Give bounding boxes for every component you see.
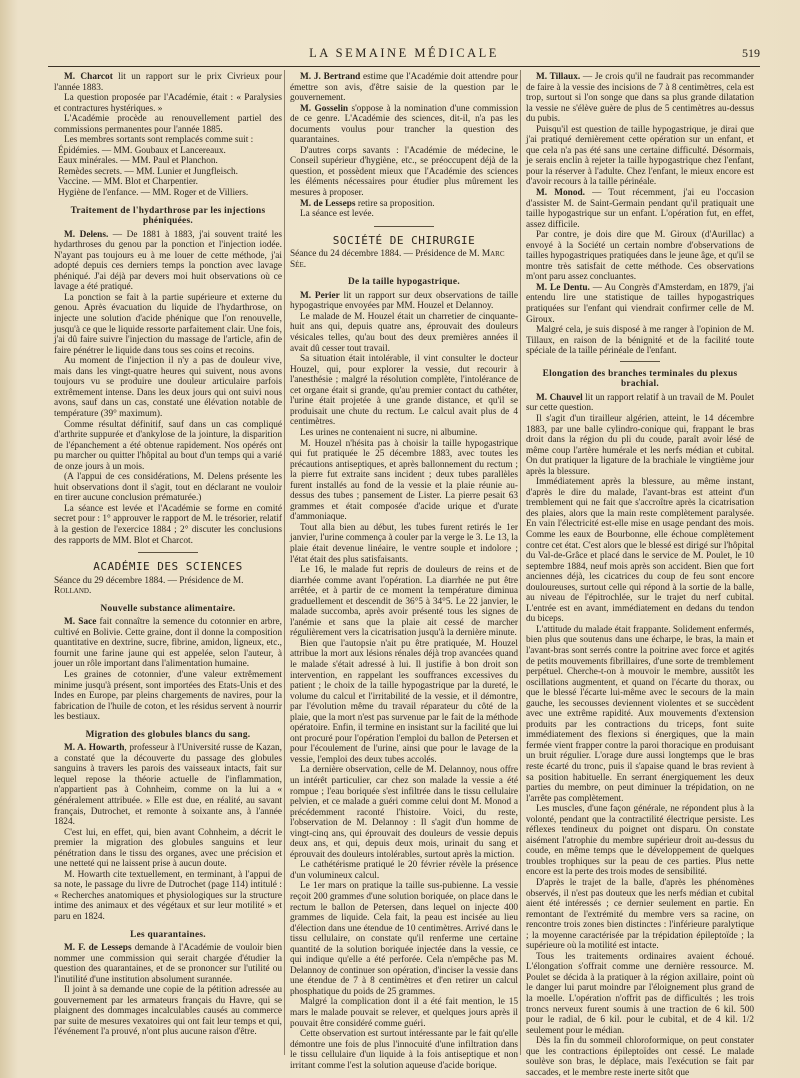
body-paragraph: Malgré cela, je suis disposé à me ranger à l'opinion de M. Tillaux, en raison de la bénignité et de la facilité toute spéciale de la taille périnéale de l'enfant.: [526, 325, 754, 357]
gosselin-paragraph: M. Gosselin s'oppose à la nomination d'une commission de ce genre. L'Académie des sciences, dit-il, n'a pas les documents voulus pour trancher la question des quarantaines.: [290, 103, 518, 146]
body-paragraph: Malgré la complication dont il a été fait mention, le 15 mars le malade pouvait se relever, et quelques jours après il pouvait être considéré comme guéri.: [290, 997, 518, 1029]
body-paragraph: Tous les traitements ordinaires avaient échoué. L'élongation s'offrait comme une dernière ressource. M. Poulet se décida à la pratiquer à la région axillaire, point où le danger lui parut moindre par l'éloignement plus grand de la moelle. L'opération n'offrit pas de difficultés ; les trois troncs nerveux furent soumis à une traction de 6 kil. 500 pour le radial, de 6 kil. pour le cubital, et de 4 kil. 1/2 seulement pour le médian.: [526, 951, 754, 1036]
body-paragraph: Le cathétérisme pratiqué le 20 février révèle la présence d'un volumineux calcul.: [290, 860, 518, 881]
monod-paragraph: M. Monod. — Tout récemment, j'ai eu l'occasion d'assister M. de Saint-Germain pendant qu'il pratiquait une taille hypogastrique sur un enfant. L'opération fut, en effet, assez difficile.: [526, 188, 754, 230]
column-2: [290, 72, 518, 1071]
body-paragraph: (A l'appui de ces considérations, M. Delens présente les huit observations dont il s'agit, tout en déclarant ne vouloir en tirer aucune conclusion prématurée.): [54, 472, 282, 504]
body-paragraph: La séance est levée et l'Académie se forme en comité secret pour : 1° approuver le rapport de M. le trésorier, relatif à la gestion de l'exercice 1884 ; 2° discuter les conclusions des rapports de MM. Blot et Charcot.: [54, 503, 282, 546]
bertrand-paragraph: M. J. Bertrand estime que l'Académie doit attendre pour émettre son avis, d'être saisie de la question par le gouvernement.: [290, 72, 518, 104]
body-paragraph: C'est lui, en effet, qui, bien avant Cohnheim, a décrit le premier la migration des globules sanguins et leur pénétration dans le tissu des organes, avec une précision et une netteté qui ne laissent prise à aucun doute.: [54, 827, 282, 870]
header-rule: [48, 66, 760, 67]
body-paragraph: L'attitude du malade était frappante. Solidement enfermés, bien plus que soutenus dans une écharpe, le bras, la main et l'avant-bras sont serrés contre la poitrine avec force et agités de petits mouvements fibrillaires, d'une sorte de tremblement perpétuel. Cherche-t-on à mouvoir le membre, aussitôt les oscillations augmentent, et quand on l'écarte du thorax, ou que le blessé l'écarte lui-même avec le secours de la main gauche, les secousses deviennent violentes et se succèdent avec une extrême rapidité. Aux mouvements d'extension produits par les contractions du triceps, font suite immédiatement des flexions si énergiques, que la main fermée vient frapper contre la paroi thoracique en produisant un bruit régulier. L'orage dure aussi longtemps que le bras reste écarté du tronc, puis il s'apaise quand le bras revient à sa position habituelle. En serrant énergiquement les deux parties du membre, on peut diminuer la trépidation, on ne l'arrête pas complètement.: [526, 624, 754, 804]
column-3: [526, 72, 754, 1078]
body-paragraph: Le 1er mars on pratique la taille sus-pubienne. La vessie reçoit 200 grammes d'une solution boriquée, on place dans le rectum le ballon de Petersen, dans lequel on injecte 400 grammes de liquide. Cela fait, la peau est incisée au lieu d'élection dans une étendue de 10 centimètres. Arrivé dans le tissu cellulaire, on constate qu'il renferme une certaine quantité de la solution boriquée injectée dans la vessie, ce qui indique qu'elle a été perforée. Cela n'empêche pas M. Delannoy de continuer son opération, d'inciser la vessie dans une étendue de 7 à 8 centimètres et d'en retirer un calcul phosphatique du poids de 25 grammes.: [290, 881, 518, 997]
lesseps-paragraph: M. de Lesseps retire sa proposition.: [300, 198, 435, 209]
commissions-list: [54, 146, 282, 199]
body-paragraph: Les urines ne contenaient ni sucre, ni albumine.: [300, 427, 478, 438]
separator: [620, 361, 660, 362]
commission-item: Remèdes secrets. — MM. Lunier et Jungfleisch.: [58, 166, 238, 177]
column-divider-1: [284, 70, 285, 1055]
body-paragraph: Le 16, le malade fut repris de douleurs de reins et de diarrhée comme avant l'opération. La diarrhée ne put être arrêtée, et à partir de ce moment la température diminua graduellement et descendit de 36°5 à 34°5. Le 22 janvier, le malade succomba, après avoir présenté tous les signes de l'anémie et sans que la plaie ait cessé de marcher régulièrement vers la cicatrisation jusqu'à la dernière minute.: [290, 565, 518, 639]
perier-paragraph: M. Perier lit un rapport sur deux observations de taille hypogastrique envoyées par MM. Houzel et Delannoy.: [290, 290, 518, 312]
body-paragraph: M. Howarth cite textuellement, en terminant, à l'appui de sa note, le passage du livre de Dutrochet (page 114) intitulé : « Recherches anatomiques et physiologiques sur la structure intime des animaux et des végétaux et sur leur motilité » et paru en 1824.: [54, 869, 282, 923]
commission-item: Hygiène de l'enfance. — MM. Roger et de Villiers.: [58, 188, 249, 199]
body-paragraph: D'autres corps savants : l'Académie de médecine, le Conseil supérieur d'hygiène, etc., se préoccupent déjà de la question, et possèdent mieux que l'Académie des sciences les éléments nécessaires pour étudier plus mûrement les mesures à proposer.: [290, 145, 518, 199]
body-paragraph: Immédiatement après la blessure, au même instant, d'après le dire du malade, l'avant-bras est atteint d'un tremblement qui ne fait que s'accroître après la cicatrisation des plaies, alors que la main reste complètement paralysée. En vain l'électricité est-elle mise en usage pendant des mois. Comme les eaux de Bourbonne, elle échoue complètement contre cet état. C'est alors que le blessé est dirigé sur l'hôpital du Val-de-Grâce et placé dans le service de M. Poulet, le 10 septembre 1884, neuf mois après son accident. Bien que fort anciennes déjà, les cicatrices du coup de feu sont encore douloureuses, surtout celle qui répond à la sortie de la balle, au niveau de l'épitrochlée, sur le trajet du nerf cubital. L'entrée est en avant, immédiatement en dedans du tendon du biceps.: [526, 477, 754, 625]
body-paragraph: Sa situation était intolérable, il vint consulter le docteur Houzel, qui, pour explorer la vessie, dut recourir à l'anesthésie ; malgré la résolution complète, l'intolérance de cet organe était si grande, qu'au premier contact du cathéter, l'urine était projetée à une grande distance, et qu'il se produisait une chute du rectum. Le calcul avait plus de 4 centimètres.: [290, 354, 518, 428]
article-heading: De la taille hypogastrique.: [348, 277, 460, 288]
separator: [138, 552, 198, 553]
journal-title: LA SEMAINE MÉDICALE: [309, 46, 499, 60]
body-paragraph: Cette observation est surtout intéressante par le fait qu'elle démontre une fois de plus l'innocuité d'une infiltration dans le tissu cellulaire d'un liquide à la fois antiseptique et non irritant comme l'est la solution aqueuse d'acide borique.: [290, 1029, 518, 1071]
charcot-paragraph: M. Charcot lit un rapport sur le prix Civrieux pour l'année 1883.: [54, 72, 282, 93]
commissions-paragraph: L'Académie procède au renouvellement partiel des commissions permanentes pour l'année 1885.: [54, 114, 282, 135]
seance-line: Séance du 29 décembre 1884. — Présidence de M. Rolland.: [54, 575, 244, 597]
sace-paragraph: M. Sace fait connaître la semence du cotonnier en arbre, cultivé en Bolivie. Cette graine, dont il donne la composition quantitative en dextrine, sucre, fibrine, amidon, ligneux, etc., fournit une farine jaune qui est appelée, selon l'auteur, à jouer un rôle important dans l'alimentation humaine.: [54, 617, 282, 670]
body-paragraph: La séance est levée.: [300, 209, 374, 220]
body-paragraph: Par contre, je dois dire que M. Giroux (d'Aurillac) a envoyé à la Société un certain nombre d'observations de tailles hypogastriques pratiquées dans le jeune âge, et qu'il se montre très satisfait de cette méthode. Ces observations m'ont paru assez concluantes.: [526, 230, 754, 283]
article-heading: Traitement de l'hydarthrose par les injections phéniquées.: [70, 205, 266, 227]
tillaux-paragraph: M. Tillaux. — Je crois qu'il ne faudrait pas recommander de faire à la vessie des incisions de 7 à 8 centimètres, cela est trop, surtout si l'on songe que dans sa plus grande dilatation la vessie ne s'élève guère de plus de 5 centimètres au-dessus du pubis.: [526, 72, 754, 125]
prize-question: La question proposée par l'Académie, était : « Paralysies et contractures hystériques. »: [54, 93, 282, 114]
howarth-paragraph: M. A. Howarth, professeur à l'Université russe de Kazan, a constaté que la découverte du passage des globules sanguins à travers les parois des vaisseaux intacts, fait sur lequel repose la théorie actuelle de l'inflammation, n'appartient pas à Cohnheim, comme on la lui a « généralement attribuée. » Elle est due, en réalité, au savant français, Dutrochet, et remonte à soixante ans, à l'année 1824.: [54, 743, 282, 828]
section-title: SOCIÉTÉ DE CHIRURGIE: [332, 233, 476, 247]
body-paragraph: Le malade de M. Houzel était un charretier de cinquante-huit ans qui, depuis quatre ans, éprouvait des douleurs vésicales telles, qu'au bout des deux premières années il avait dû cesser tout travail.: [290, 311, 518, 354]
section-title: ACADÉMIE DES SCIENCES: [93, 560, 243, 574]
separator: [374, 226, 434, 227]
body-paragraph: Dès la fin du sommeil chloroformique, on peut constater que les contractions épileptoïdes ont cessé. Le malade soulève son bras, le déplace, mais l'exécution se fait par saccades, et le membre reste inerte sitôt que: [526, 1036, 754, 1078]
body-paragraph: Bien que l'autopsie n'ait pu être pratiquée, M. Houzel attribue la mort aux lésions rénales déjà trop avancées quand le malade s'était adressé à lui. Il justifie à bon droit son intervention, en rappelant les souffrances excessives du patient ; le choix de la taille hypogastrique par la dureté, le volume du calcul et l'irritabilité de la vessie, et il démontre, par l'évolution même du travail réparateur du côté de la plaie, que la mort n'est pas survenue par le fait de la méthode opératoire. Enfin, il termine en insistant sur la facilité que lui ont procuré pour l'opération l'emploi du ballon de Petersen et pour l'écoulement de l'urine, ainsi que pour le lavage de la vessie, l'emploi des deux tubes accolés.: [290, 638, 518, 765]
lesseps-paragraph: M. F. de Lesseps demande à l'Académie de vouloir bien nommer une commission qui serait chargée d'étudier la question des quarantaines, et de se prononcer sur l'utilité ou l'inutilité d'une institution absolument surannée.: [54, 943, 282, 985]
article-heading: Nouvelle substance alimentaire.: [100, 603, 236, 614]
article-heading: Elongation des branches terminales du plexus brachial.: [542, 368, 738, 390]
commission-item: Vaccine. — MM. Blot et Charpentier.: [58, 177, 198, 188]
page-number: 519: [742, 46, 760, 60]
commissions-lead: Les membres sortants sont remplacés comme suit :: [64, 135, 254, 146]
body-paragraph: Les muscles, d'une façon générale, ne répondent plus à la volonté, pendant que la contractilité électrique persiste. Les réflexes tendineux du poignet ont disparu. On constate aisément l'atrophie du membre supérieur droit au-dessus du coude, en même temps que le développement de quelques troubles trophiques sur la peau de ces parties. Plus nette encore est la perte des trois modes de sensibilité.: [526, 804, 754, 878]
body-paragraph: Puisqu'il est question de taille hypogastrique, je dirai que j'ai pratiqué dernièrement cette opération sur un enfant, et que cela n'a pas été sans une certaine difficulté. Désormais, je serais enclin à rejeter la taille hypogastrique chez l'enfant, pour la réserver à l'adulte. Chez l'enfant, le mieux encore est d'avoir recours à la taille périnéale.: [526, 124, 754, 188]
running-header: [48, 46, 760, 64]
article-heading: Les quarantaines.: [130, 929, 206, 940]
body-paragraph: Au moment de l'injection il n'y a pas de douleur vive, mais dans les vingt-quatre heures qui suivent, nous avons toujours vu se produire une douleur articulaire parfois extrêmement intense. Dans les deux jours qui ont suivi nous avons, sauf dans un cas, constaté une élévation notable de température (39° maximum).: [54, 356, 282, 419]
column-divider-2: [520, 70, 521, 1055]
column-1: [54, 72, 282, 1062]
body-paragraph: Tout alla bien au début, les tubes furent retirés le 1er janvier, l'urine commença à couler par la verge le 3. Le 13, la plaie était devenue linéaire, le ventre souple et indolore ; l'état était des plus satisfaisants.: [290, 522, 518, 565]
dentu-paragraph: M. Le Dentu. — Au Congrès d'Amsterdam, en 1879, j'ai entendu lire une statistique de tailles hypogastriques pratiquées sur l'enfant qui viendrait confirmer celle de M. Giroux.: [526, 282, 754, 325]
commission-item: Épidémies. — MM. Goubaux et Lancereaux.: [58, 145, 226, 156]
body-paragraph: La ponction se fait à la partie supérieure et externe du genou. Après évacuation du liquide de l'hydarthrose, on injecte une solution d'acide phénique que l'on renouvelle, jusqu'à ce que le liquide ressorte parfaitement clair. Une fois, j'ai dû faire suivre l'injection du massage de l'article, afin de faire pénétrer le liquide dans tous ses coins et recoins.: [54, 292, 282, 356]
article-heading: Migration des globules blancs du sang.: [85, 729, 251, 740]
body-paragraph: M. Houzel n'hésita pas à choisir la taille hypogastrique qui fut pratiquée le 25 décembre 1883, avec toutes les précautions antiseptiques, et après ballonnement du rectum ; la pierre fut extraite sans incident ; deux tubes parallèles furent installés au fond de la vessie et la plaie réunie au-dessus des tubes ; pansement de Lister. La pierre pesait 63 grammes et était composée d'acide urique et d'urate d'ammoniaque.: [290, 438, 518, 523]
chauvel-paragraph: M. Chauvel lit un rapport relatif à un travail de M. Poulet sur cette question.: [526, 392, 754, 414]
body-paragraph: Comme résultat définitif, sauf dans un cas compliqué d'arthrite suppurée et d'ankylose de la jointure, la disparition de l'épanchement a été obtenue rapidement. Nos opérés ont pu marcher ou quitter l'hôpital au bout d'un temps qui a varié de onze jours à un mois.: [54, 419, 282, 472]
body-paragraph: Il joint à sa demande une copie de la pétition adressée au gouvernement par les armateurs français du Havre, qui se plaignent des dommages incalculables causés au commerce par suite de mesures vexatoires qui ont fait leur temps et qui, l'événement l'a prouvé, n'ont plus aucune raison d'être.: [54, 985, 282, 1038]
body-paragraph: D'après le trajet de la balle, d'après les phénomènes observés, il n'est pas douteux que les nerfs médian et cubital aient été intéressés ; ce dernier seulement en partie. En remontant de l'extrémité du membre vers sa racine, on rencontre trois zones bien distinctes : l'inférieure paralytique ; la moyenne caractérisée par la trépidation épileptoïde ; la supérieure où la motilité est intacte.: [526, 878, 754, 952]
delens-paragraph: M. Delens. — De 1881 à 1883, j'ai souvent traité les hydarthroses du genou par la ponction et l'injection iodée. N'ayant pas toujours eu à me louer de cette méthode, j'ai adopté depuis ces derniers temps la ponction avec lavage phéniqué. J'ai déjà par devers moi huit observations où ce lavage a été pratiqué.: [54, 229, 282, 293]
body-paragraph: Les graines de cotonnier, d'une valeur extrêmement minime jusqu'à présent, sont importées des Etats-Unis et des Indes en Europe, par pleins chargements de navires, pour la fabrication de l'huile de coton, et les résidus servent à nourrir les bestiaux.: [54, 669, 282, 723]
seance-line: Séance du 24 décembre 1884. — Présidence de M. Marc Sée.: [290, 249, 505, 270]
body-paragraph: Il s'agit d'un tirailleur algérien, atteint, le 14 décembre 1883, par une balle cylindro-conique qui, frappant le bras droit dans la région du pli du coude, paraît avoir lésé de même coup l'artère humérale et les nerfs médian et cubital. On dut pratiquer la ligature de la brachiale le vingtième jour après la blessure.: [526, 413, 754, 477]
commission-item: Eaux minérales. — MM. Paul et Planchon.: [58, 156, 218, 167]
body-paragraph: La dernière observation, celle de M. Delannoy, nous offre un intérêt particulier, car chez son malade la vessie a été rompue ; l'eau boriquée s'est infiltrée dans le tissu cellulaire pelvien, et ce malade a guéri comme celui dont M. Monod a précédemment raconté l'histoire. Voici, du reste, l'observation de M. Delannoy : Il s'agit d'un homme de vingt-cinq ans, qui éprouvait des douleurs de vessie depuis deux ans, et qui, depuis deux mois, urinait du sang et éprouvait des douleurs intolérables, surtout après la miction.: [290, 765, 518, 860]
